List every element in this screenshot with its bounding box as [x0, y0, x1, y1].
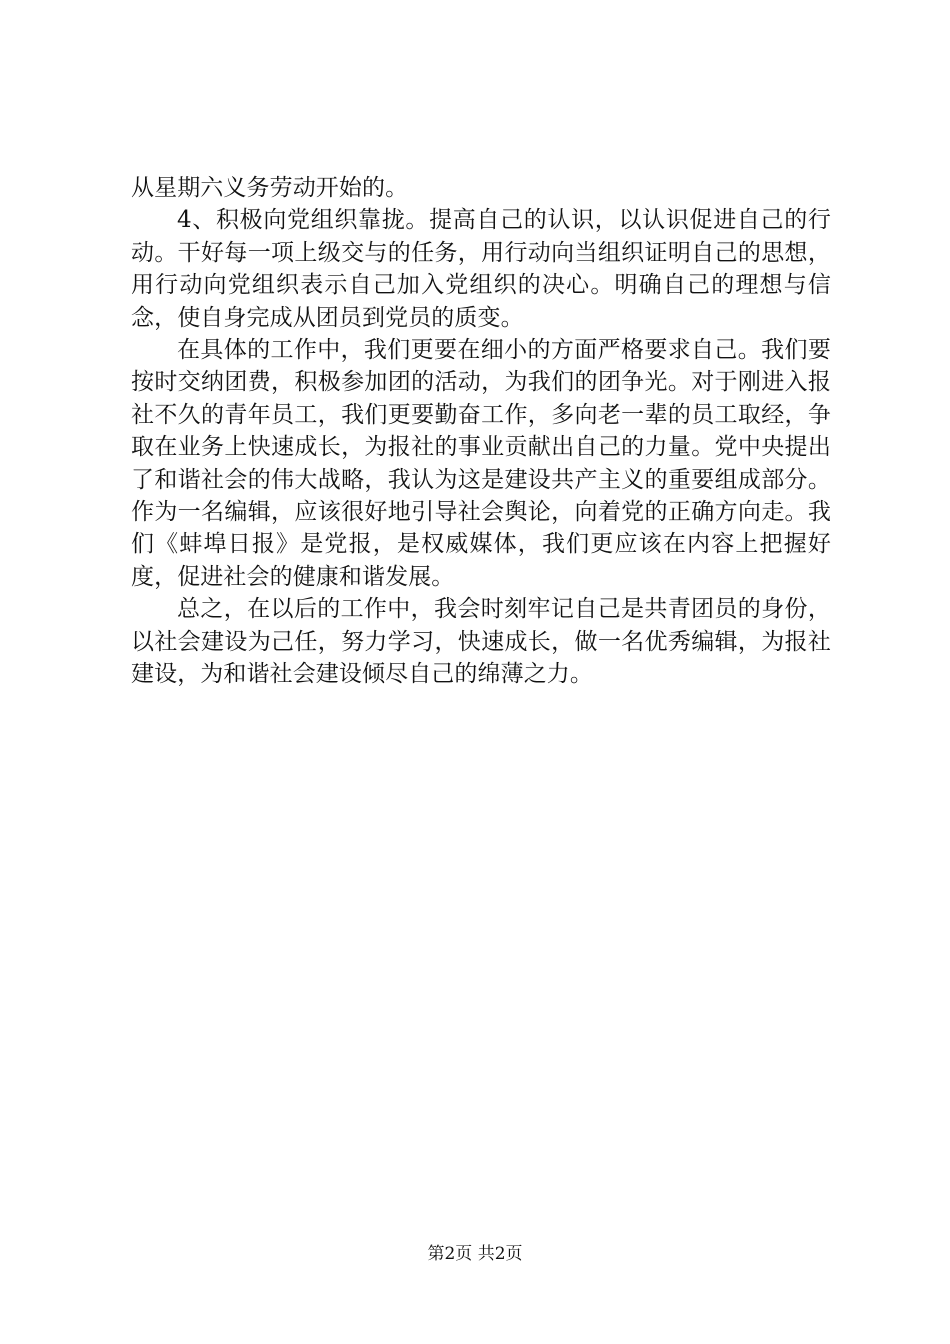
page-footer: 第2页 共2页	[427, 1244, 523, 1264]
paragraph-conclusion: 总之，在以后的工作中，我会时刻牢记自己是共青团员的身份，以社会建设为己任，努力学习，快速成长，做一名优秀编辑，为报社建设，为和谐社会建设倾尽自己的绵薄之力。	[131, 596, 831, 688]
paragraph-specific-work: 在具体的工作中，我们更要在细小的方面严格要求自己。我们要按时交纳团费，积极参加团的活动，为我们的团争光。对于刚进入报社不久的青年员工，我们更要勤奋工作，多向老一辈的员工取经，争取在业务上快速成长，为报社的事业贡献出自己的力量。党中央提出了和谐社会的伟大战略，我认为这是建设共产主义的重要组成部分。作为一名编辑，应该很好地引导社会舆论，向着党的正确方向走。我们《蚌埠日报》是党报，是权威媒体，我们更应该在内容上把握好度，促进社会的健康和谐发展。	[131, 337, 831, 590]
paragraph-continuation: 从星期六义务劳动开始的。	[131, 175, 409, 201]
paragraph-party-organization: 4、积极向党组织靠拢。提高自己的认识，以认识促进自己的行动。干好每一项上级交与的任务，用行动向当组织证明自己的思想，用行动向党组织表示自己加入党组织的决心。明确自己的理想与信念，使自身完成从团员到党员的质变。	[131, 207, 831, 331]
document-body	[131, 172, 831, 691]
